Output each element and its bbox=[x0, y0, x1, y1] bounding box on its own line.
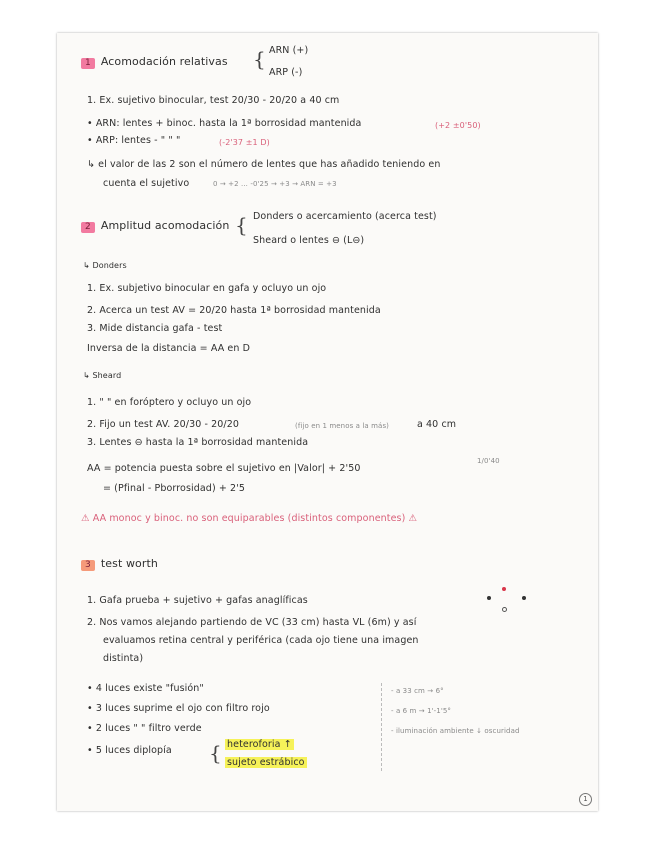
divider bbox=[381, 683, 383, 771]
sheard-step-3: 3. Lentes ⊖ hasta la 1ª borrosidad mantenida bbox=[87, 437, 309, 448]
sheard-step-2-distance: a 40 cm bbox=[417, 419, 457, 430]
s1-line-1: 1. Ex. sujetivo binocular, test 20/30 - 20/20 a 40 cm bbox=[87, 95, 340, 106]
section-1-title: Acomodación relativas bbox=[100, 55, 228, 68]
diplopia-heteroforia: heteroforia ↑ bbox=[227, 739, 292, 750]
worth-note-3: - iluminación ambiente ↓ oscuridad bbox=[391, 727, 520, 735]
brace-icon: { bbox=[209, 741, 222, 765]
worth-step-2a: 2. Nos vamos alejando partiendo de VC (33 cm) hasta VL (6m) y así bbox=[87, 617, 417, 628]
donders-heading: ↳ Donders bbox=[83, 261, 127, 270]
s1-line-5: cuenta el sujetivo bbox=[103, 178, 190, 189]
sheard-heading: ↳ Sheard bbox=[83, 371, 122, 380]
section-2-heading bbox=[81, 219, 229, 233]
worth-step-1: 1. Gafa prueba + sujetivo + gafas anaglíficas bbox=[87, 595, 308, 606]
section-3-title: test worth bbox=[100, 557, 158, 570]
section-2-number: 2 bbox=[81, 222, 95, 233]
worth-step-2b: evaluamos retina central y periférica (cada ojo tiene una imagen bbox=[103, 635, 419, 646]
worth-bullet-2-lights: • 2 luces " " filtro verde bbox=[87, 723, 202, 734]
light-dot bbox=[502, 607, 507, 612]
worth-step-2c: distinta) bbox=[103, 653, 144, 664]
section-1-branch-minus: ARP (-) bbox=[269, 67, 303, 78]
worth-note-2: - a 6 m → 1'-1'5° bbox=[391, 707, 452, 715]
donders-step-1: 1. Ex. subjetivo binocular en gafa y ocluyo un ojo bbox=[87, 283, 327, 294]
section-3-heading bbox=[81, 557, 158, 571]
worth-note-1: - a 33 cm → 6° bbox=[391, 687, 444, 695]
light-dot bbox=[487, 596, 491, 600]
formula-1-note: 1/0'40 bbox=[477, 457, 500, 465]
donders-step-2: 2. Acerca un test AV = 20/20 hasta 1ª borrosidad mantenida bbox=[87, 305, 381, 316]
light-dot bbox=[522, 596, 526, 600]
section-3-number: 3 bbox=[81, 560, 95, 571]
brace-icon: { bbox=[253, 47, 266, 71]
red-light-dot bbox=[502, 587, 506, 591]
worth-bullet-5-lights: • 5 luces diplopía bbox=[87, 745, 172, 756]
section-2-branch-b: Sheard o lentes ⊖ (L⊖) bbox=[253, 235, 365, 246]
s1-line-2-value: (+2 ±0'50) bbox=[435, 121, 481, 130]
s1-line-5-example: 0 → +2 ... -0'25 → +3 → ARN = +3 bbox=[213, 180, 337, 188]
s1-line-4: ↳ el valor de las 2 son el número de lentes que has añadido teniendo en bbox=[87, 159, 441, 170]
warning-icon: ⚠ bbox=[408, 513, 418, 524]
warning-note bbox=[81, 513, 417, 524]
sheard-step-1: 1. " " en foróptero y ocluyo un ojo bbox=[87, 397, 252, 408]
page-number: 1 bbox=[579, 793, 592, 806]
sheard-step-2-note: (fijo en 1 menos a la más) bbox=[295, 422, 390, 430]
s1-line-3-value: (-2'37 ±1 D) bbox=[219, 138, 270, 147]
diplopia-strabismus: sujeto estrábico bbox=[227, 757, 305, 768]
worth-bullet-3-lights: • 3 luces suprime el ojo con filtro rojo bbox=[87, 703, 270, 714]
s1-line-2: • ARN: lentes + binoc. hasta la 1ª borrosidad mantenida bbox=[87, 118, 362, 129]
s1-line-3: • ARP: lentes - " " " bbox=[87, 135, 181, 146]
warning-icon: ⚠ bbox=[81, 513, 90, 524]
worth-bullet-4-lights: • 4 luces existe "fusión" bbox=[87, 683, 204, 694]
donders-step-3: 3. Mide distancia gafa - test bbox=[87, 323, 223, 334]
section-1-heading bbox=[81, 55, 228, 69]
brace-icon: { bbox=[235, 213, 248, 237]
section-2-branch-a: Donders o acercamiento (acerca test) bbox=[253, 211, 437, 222]
notebook-page bbox=[57, 33, 598, 811]
section-2-title: Amplitud acomodación bbox=[100, 219, 230, 232]
section-1-branch-plus: ARN (+) bbox=[269, 45, 309, 56]
donders-inverse: Inversa de la distancia = AA en D bbox=[87, 343, 251, 354]
formula-2: = (Pfinal - Pborrosidad) + 2'5 bbox=[103, 483, 246, 494]
warning-text: AA monoc y binoc. no son equiparables (distintos componentes) bbox=[92, 513, 406, 524]
formula-1: AA = potencia puesta sobre el sujetivo en |Valor| + 2'50 bbox=[87, 463, 361, 474]
sheard-step-2: 2. Fijo un test AV. 20/30 - 20/20 bbox=[87, 419, 240, 430]
section-1-number: 1 bbox=[81, 58, 95, 69]
